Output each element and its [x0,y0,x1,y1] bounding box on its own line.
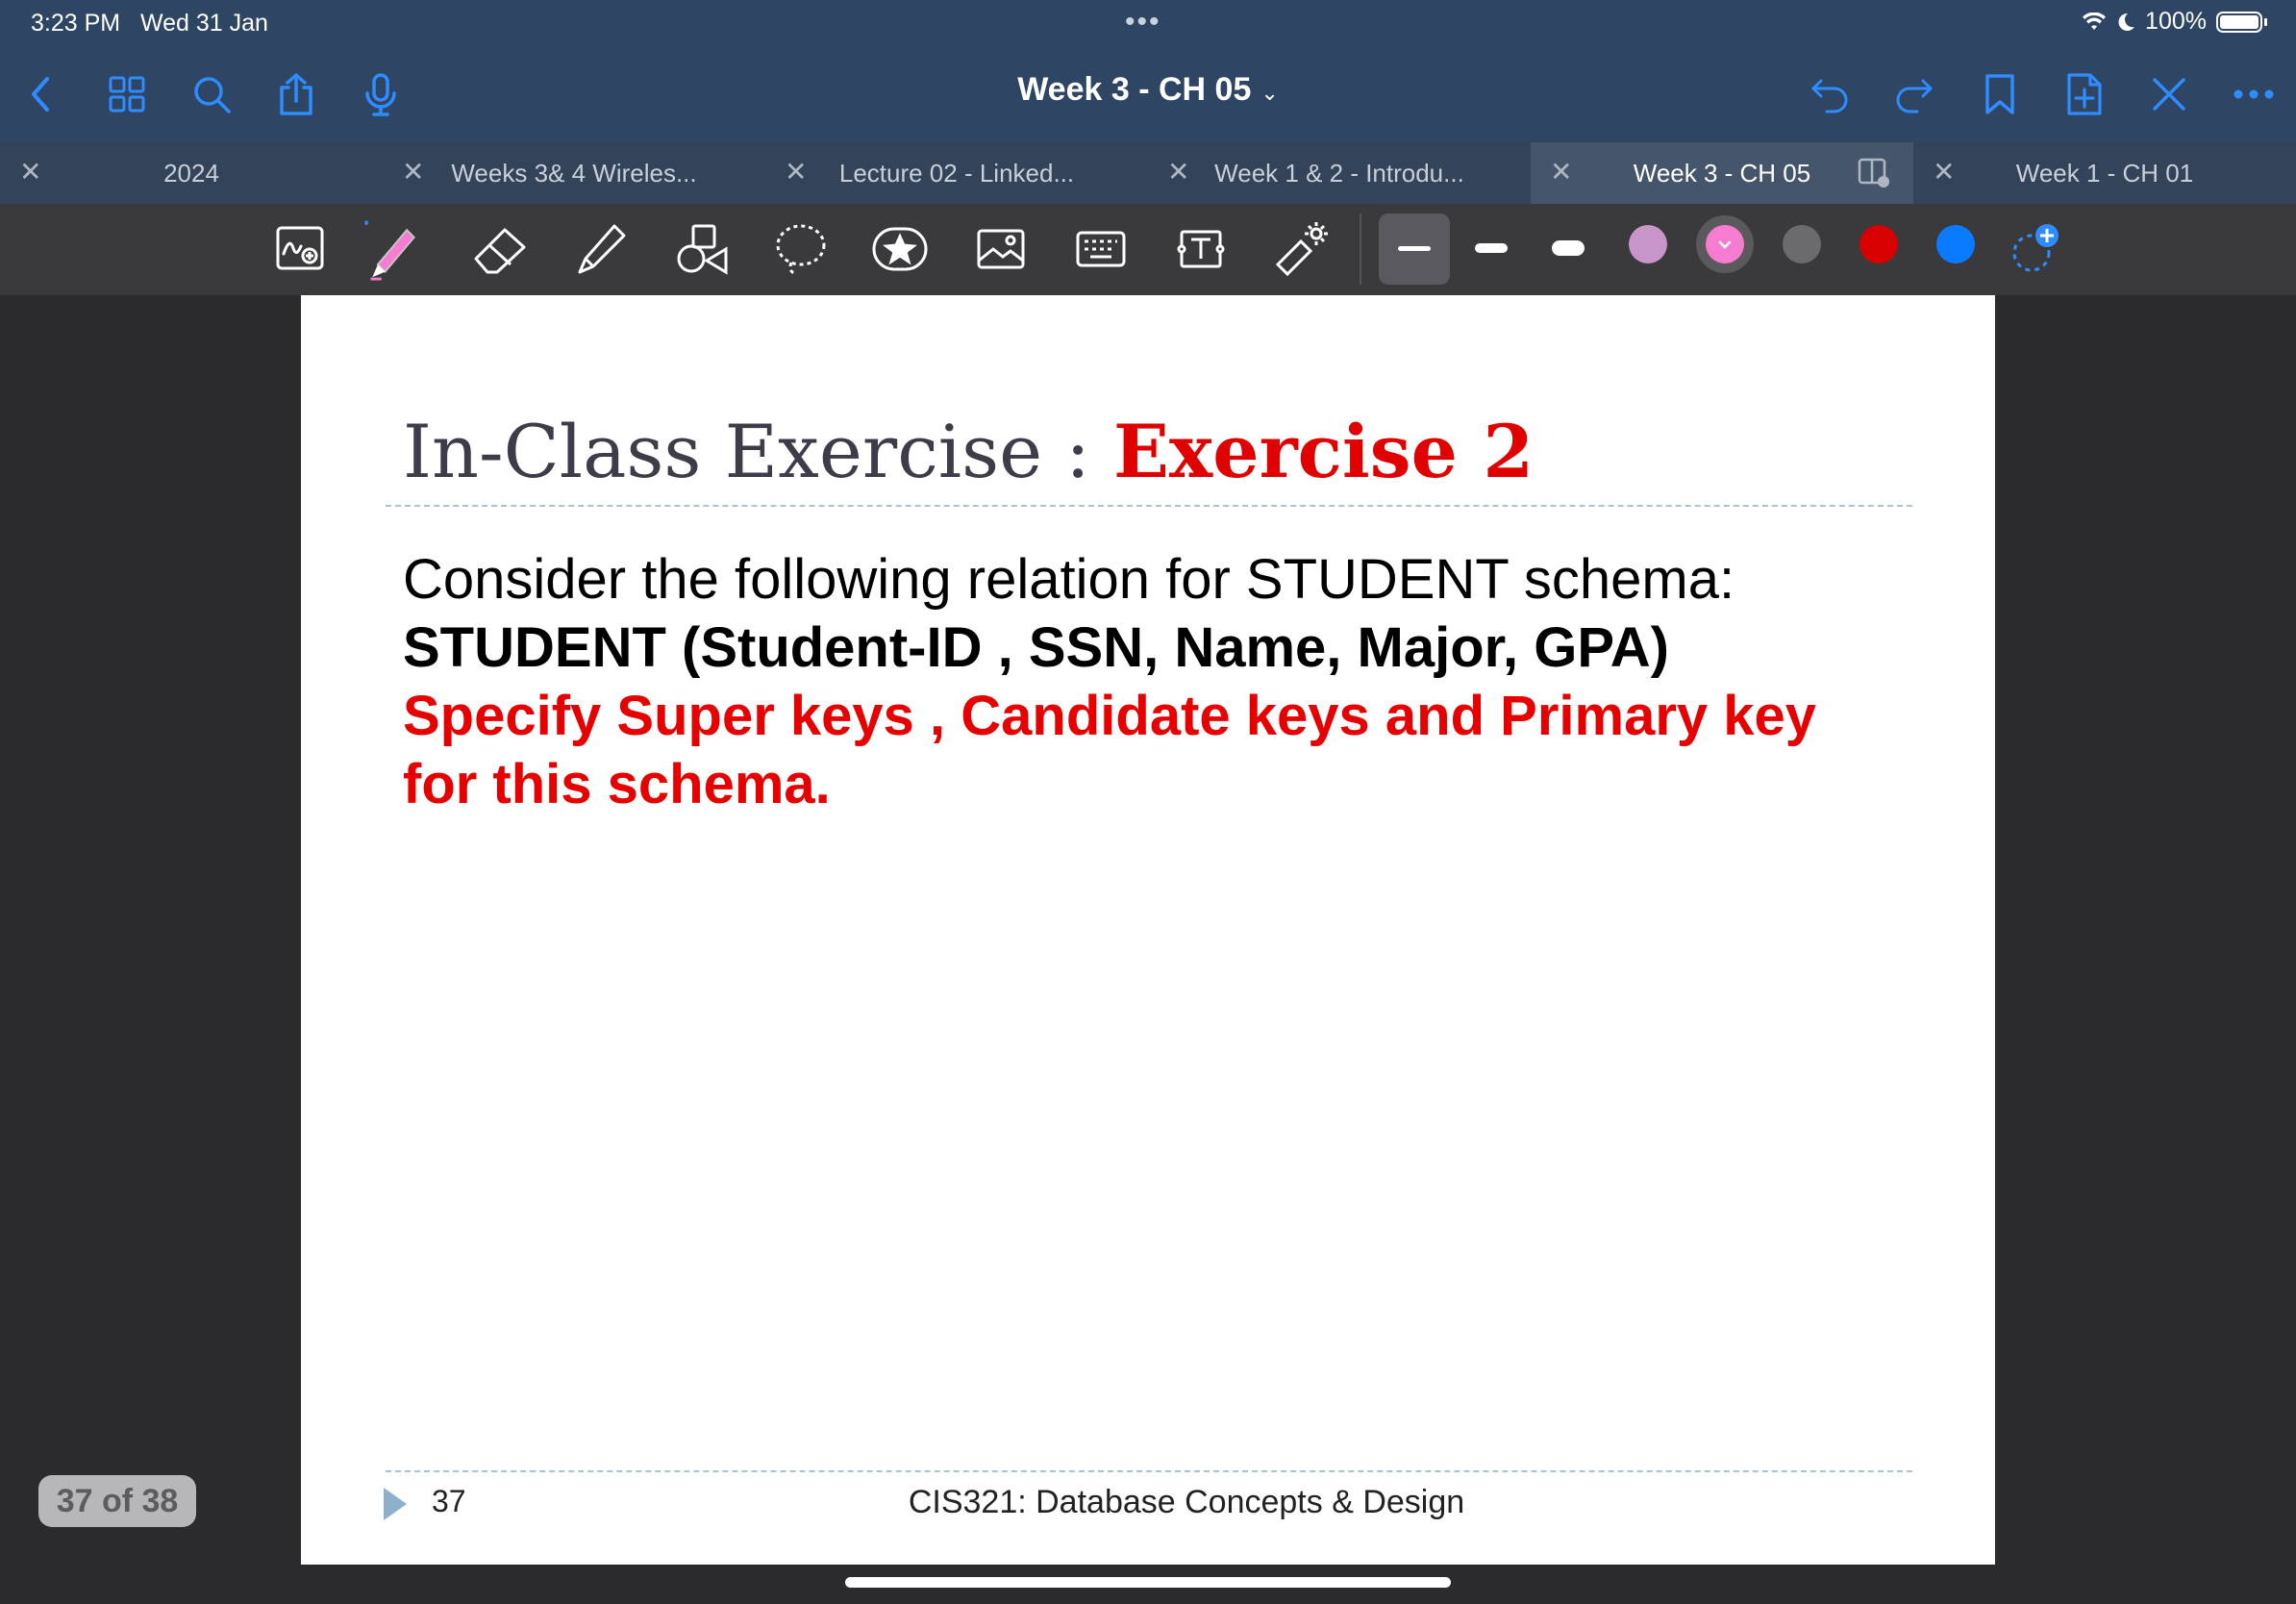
image-tool-icon[interactable] [969,217,1033,281]
battery-icon [2216,12,2262,33]
battery-tip [2264,18,2267,26]
color-swatch-red[interactable] [1859,225,1898,263]
document-tabs [0,142,2296,204]
laser-pointer-icon[interactable] [1269,217,1333,281]
color-swatch-blue[interactable] [1936,225,1975,263]
body-line-schema: STUDENT (Student-ID , SSN, Name, Major, GPA) [403,616,1669,679]
body-line-task-cont: for this schema. [403,753,831,815]
more-options-icon[interactable] [2227,67,2281,121]
undo-icon[interactable] [1804,67,1858,121]
highlighter-tool-icon[interactable] [569,217,633,281]
status-right [2082,8,2267,36]
multitasking-dots-icon[interactable]: ••• [1125,6,1161,38]
stroke-medium-icon[interactable] [1475,243,1508,253]
tab-week-1-2[interactable] [1148,142,1531,204]
stroke-thick-icon[interactable] [1552,240,1585,256]
tab-label: Weeks 3& 4 Wireles... [451,159,697,188]
body-line-task: Specify Super keys , Candidate keys and Primary key [403,685,1817,747]
tab-label: Lecture 02 - Linked... [838,159,1075,188]
course-name: CIS321: Database Concepts & Design [908,1484,1465,1520]
document-title-text: Week 3 - CH 05 [1017,71,1252,108]
toolbar-divider [1360,213,1361,285]
tab-week-3-ch05[interactable] [1531,142,1913,204]
close-editing-icon[interactable] [2142,67,2196,121]
redo-icon[interactable] [1886,67,1940,121]
status-date: Wed 31 Jan [140,10,268,37]
wifi-icon [2082,13,2107,32]
do-not-disturb-moon-icon [2116,12,2135,33]
slide-number: 37 [432,1484,466,1518]
shapes-tool-icon[interactable] [669,217,733,281]
drawing-toolbar [0,204,2296,295]
add-color-icon[interactable] [2002,217,2065,281]
close-tab-icon[interactable]: ✕ [1167,157,1190,187]
text-tool-icon[interactable] [1169,217,1233,281]
close-tab-icon[interactable]: ✕ [1550,157,1573,187]
bookmark-icon[interactable] [1973,67,2027,121]
footer-divider [386,1470,1912,1472]
color-swatch-gray[interactable] [1783,225,1821,263]
chevron-down-icon: ⌄ [1260,81,1279,105]
body-line-intro: Consider the following relation for STUDENT schema: [403,548,1735,611]
pen-tool-icon[interactable] [362,217,425,281]
color-swatch-pink[interactable] [1706,225,1744,263]
tab-label: Week 1 - CH 01 [2015,159,2194,188]
tab-label: Week 3 - CH 05 [1633,159,1811,188]
home-indicator[interactable] [845,1577,1451,1588]
keyboard-tool-icon[interactable] [1069,217,1133,281]
color-swatch-lilac[interactable] [1629,225,1667,263]
close-tab-icon[interactable]: ✕ [785,157,808,187]
lasso-tool-icon[interactable] [769,217,833,281]
battery-percent: 100% [2145,8,2207,35]
add-page-icon[interactable] [2058,67,2111,121]
stroke-thin-icon [1398,246,1431,251]
close-tab-icon[interactable]: ✕ [1933,157,1956,187]
close-tab-icon[interactable]: ✕ [402,157,425,187]
status-bar [0,0,2296,46]
zoom-writing-icon[interactable] [269,217,333,281]
split-view-icon[interactable] [1858,158,1890,195]
title-divider [386,505,1912,507]
chevron-down-icon [1706,225,1744,263]
tab-2024[interactable] [0,142,383,204]
document-title[interactable] [0,71,2296,109]
navigation-bar [0,46,2296,142]
slide-title-accent: Exercise 2 [1113,409,1535,494]
tab-weeks-3-4-wireless[interactable] [383,142,765,204]
page-indicator[interactable]: 37 of 38 [38,1475,196,1527]
tab-lecture-02[interactable] [765,142,1148,204]
eraser-tool-icon[interactable] [469,217,533,281]
slide-title [403,409,1534,494]
close-tab-icon[interactable]: ✕ [19,157,42,187]
tab-label: 2024 [163,159,219,188]
slide-page[interactable] [301,295,1995,1565]
tab-week-1-ch01[interactable] [1913,142,2296,204]
slide-body [403,545,1941,818]
slide-title-prefix: In-Class Exercise : [403,409,1113,494]
tab-label: Week 1 & 2 - Introdu... [1214,159,1464,188]
sticker-tool-icon[interactable] [869,217,933,281]
status-time: 3:23 PM [31,10,121,37]
